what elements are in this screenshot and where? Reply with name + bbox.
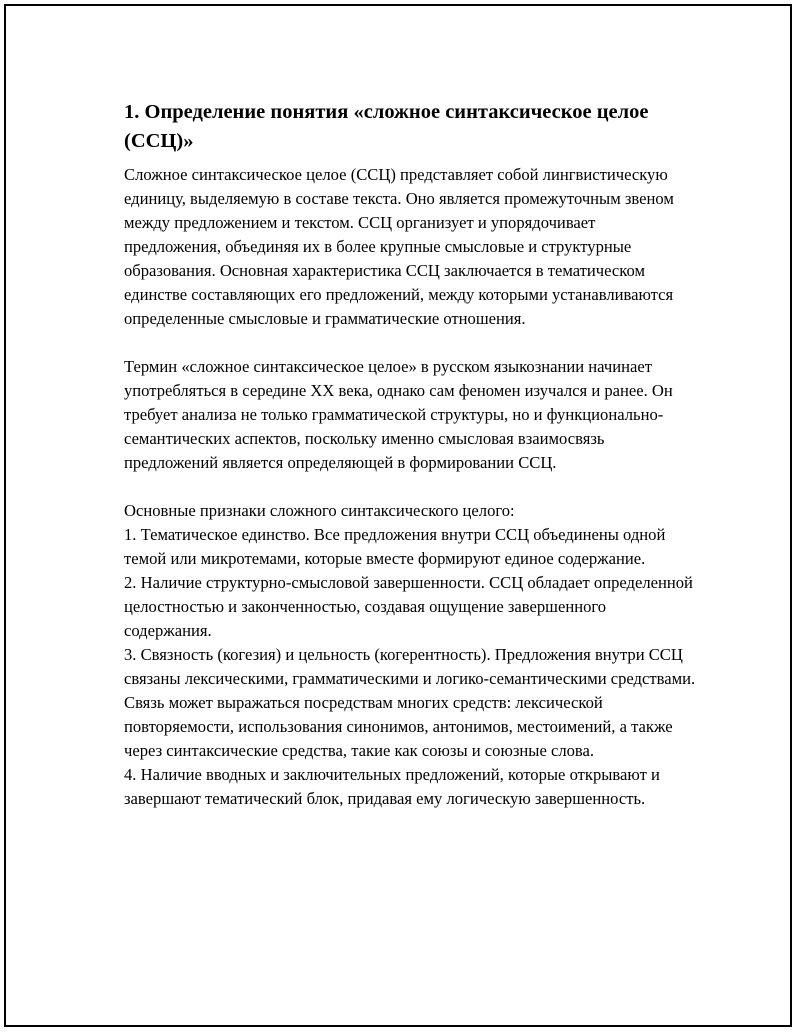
paragraph-spacer (124, 475, 696, 499)
section-heading: 1. Определение понятия «сложное синтаксическое целое (ССЦ)» (124, 101, 649, 152)
paragraph-spacer (124, 331, 696, 355)
list-item-4: 4. Наличие вводных и заключительных предложений, которые открывают и завершают тематический блок, придавая ему логическую завершенность. (124, 765, 660, 808)
paragraph-term-history: Термин «сложное синтаксическое целое» в русском языкознании начинает употребляться в середине XX века, однако сам феномен изучался и ранее. Он требует анализа не только грамматической структуры, но и функционально-семантических аспектов, поскольку именно смысловая взаимосвязь предложений является определяющей в формировании ССЦ. (124, 357, 673, 472)
list-item-3: 3. Связность (когезия) и цельность (когерентность). Предложения внутри ССЦ связаны лексическими, грамматическими и логико-семантическими средствами. Связь может выражаться посредствам многих средств: лексической повторяемости, использования синонимов, антонимов, местоимений, а также через синтаксические средства, такие как союзы и союзные слова. (124, 645, 696, 760)
list-item-1: 1. Тематическое единство. Все предложения внутри ССЦ объединены одной темой или микротемами, которые вместе формируют единое содержание. (124, 525, 666, 568)
paragraph-definition: Сложное синтаксическое целое (ССЦ) представляет собой лингвистическую единицу, выделяемую в составе текста. Оно является промежуточным звеном между предложением и текстом. ССЦ организует и упорядочивает предложения, объединяя их в более крупные смысловые и структурные образования. Основная характеристика ССЦ заключается в тематическом единстве составляющих его предложений, между которыми устанавливаются определенные смысловые и грамматические отношения. (124, 165, 674, 328)
list-intro: Основные признаки сложного синтаксического целого: (124, 501, 515, 520)
page-frame (4, 4, 792, 1027)
list-item-2: 2. Наличие структурно-смысловой завершенности. ССЦ обладает определенной целостностью и законченностью, создавая ощущение завершенного содержания. (124, 573, 693, 640)
document-body (124, 98, 696, 811)
